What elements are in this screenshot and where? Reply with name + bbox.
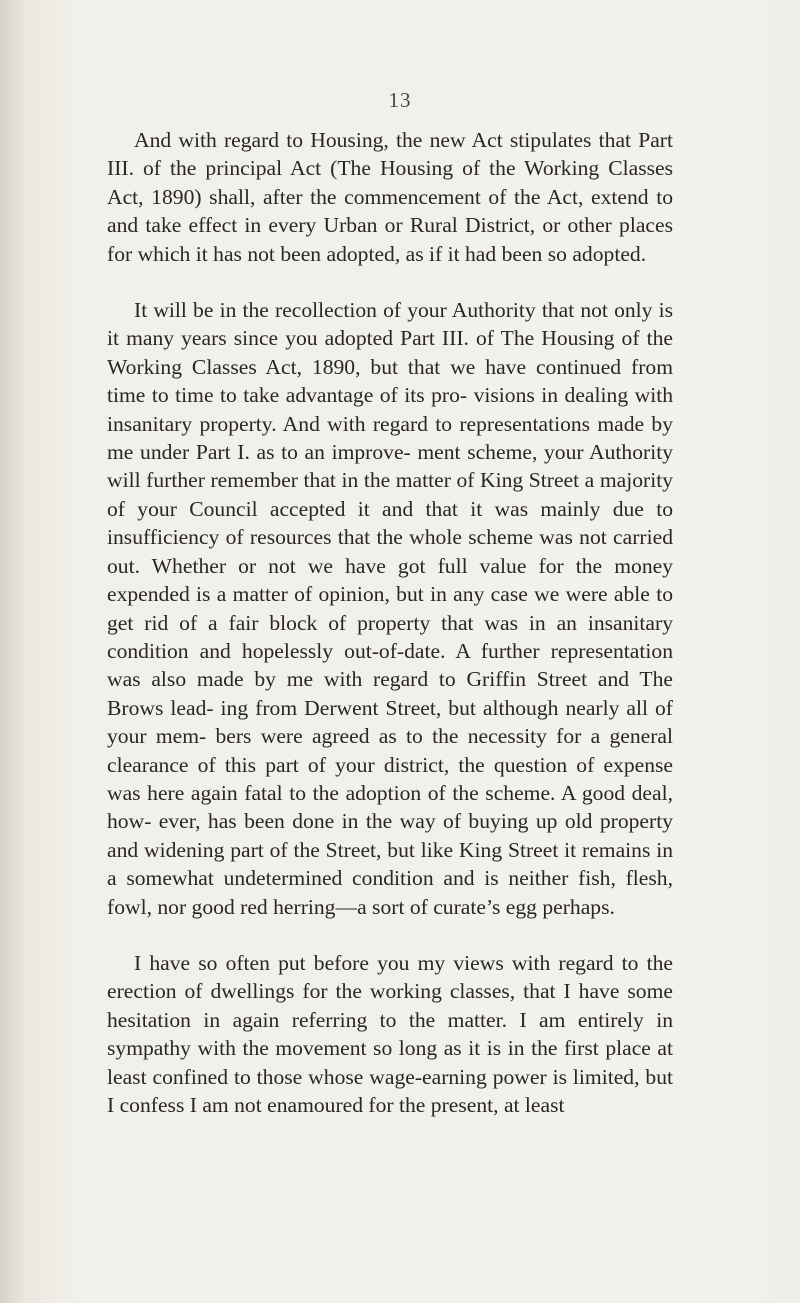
page-binding-shadow <box>0 0 26 1303</box>
page-number: 13 <box>388 88 412 112</box>
paragraph-recollection: It will be in the recollection of your Authority that not only is it many years since you adopted Part III. of The Housing of the Working Classes Act, 1890, but that we have continued from time to time to take advantage of its pro- visions in dealing with insanitary property. And with regard to representations made by me under Part I. as to an improve- ment scheme, your Authority will further remember that in the matter of King Street a majority of your Council accepted it and that it was mainly due to insufficiency of resources that the whole scheme was not carried out. Whether or not we have got full value for the money expended is a matter of opinion, but in any case we were able to get rid of a fair block of property that was in an insanitary condition and hopelessly out-of-date. A further representation was also made by me with regard to Griffin Street and The Brows lead- ing from Derwent Street, but although nearly all of your mem- bers were agreed as to the necessity for a general clearance of this part of your district, the question of expense was here again fatal to the adoption of the scheme. A good deal, how- ever, has been done in the way of buying up old property and widening part of the Street, but like King Street it remains in a somewhat undetermined condition and is neither fish, flesh, fowl, nor good red herring—a sort of curate’s egg perhaps. <box>107 298 673 919</box>
paragraph-housing-act: And with regard to Housing, the new Act stipulates that Part III. of the principal Act (The Housing of the Working Classes Act, 1890) shall, after the commencement of the Act, extend to and take effect in every Urban or Rural District, or other places for which it has not been adopted, as if it had been so adopted. <box>107 128 673 266</box>
body-text <box>107 126 673 1119</box>
paragraph-dwellings: I have so often put before you my views with regard to the erection of dwellings for the working classes, that I have some hesitation in again referring to the matter. I am entirely in sympathy with the movement so long as it is in the first place at least confined to those whose wage-earning power is limited, but I confess I am not enamoured for the present, at least <box>107 950 673 1117</box>
